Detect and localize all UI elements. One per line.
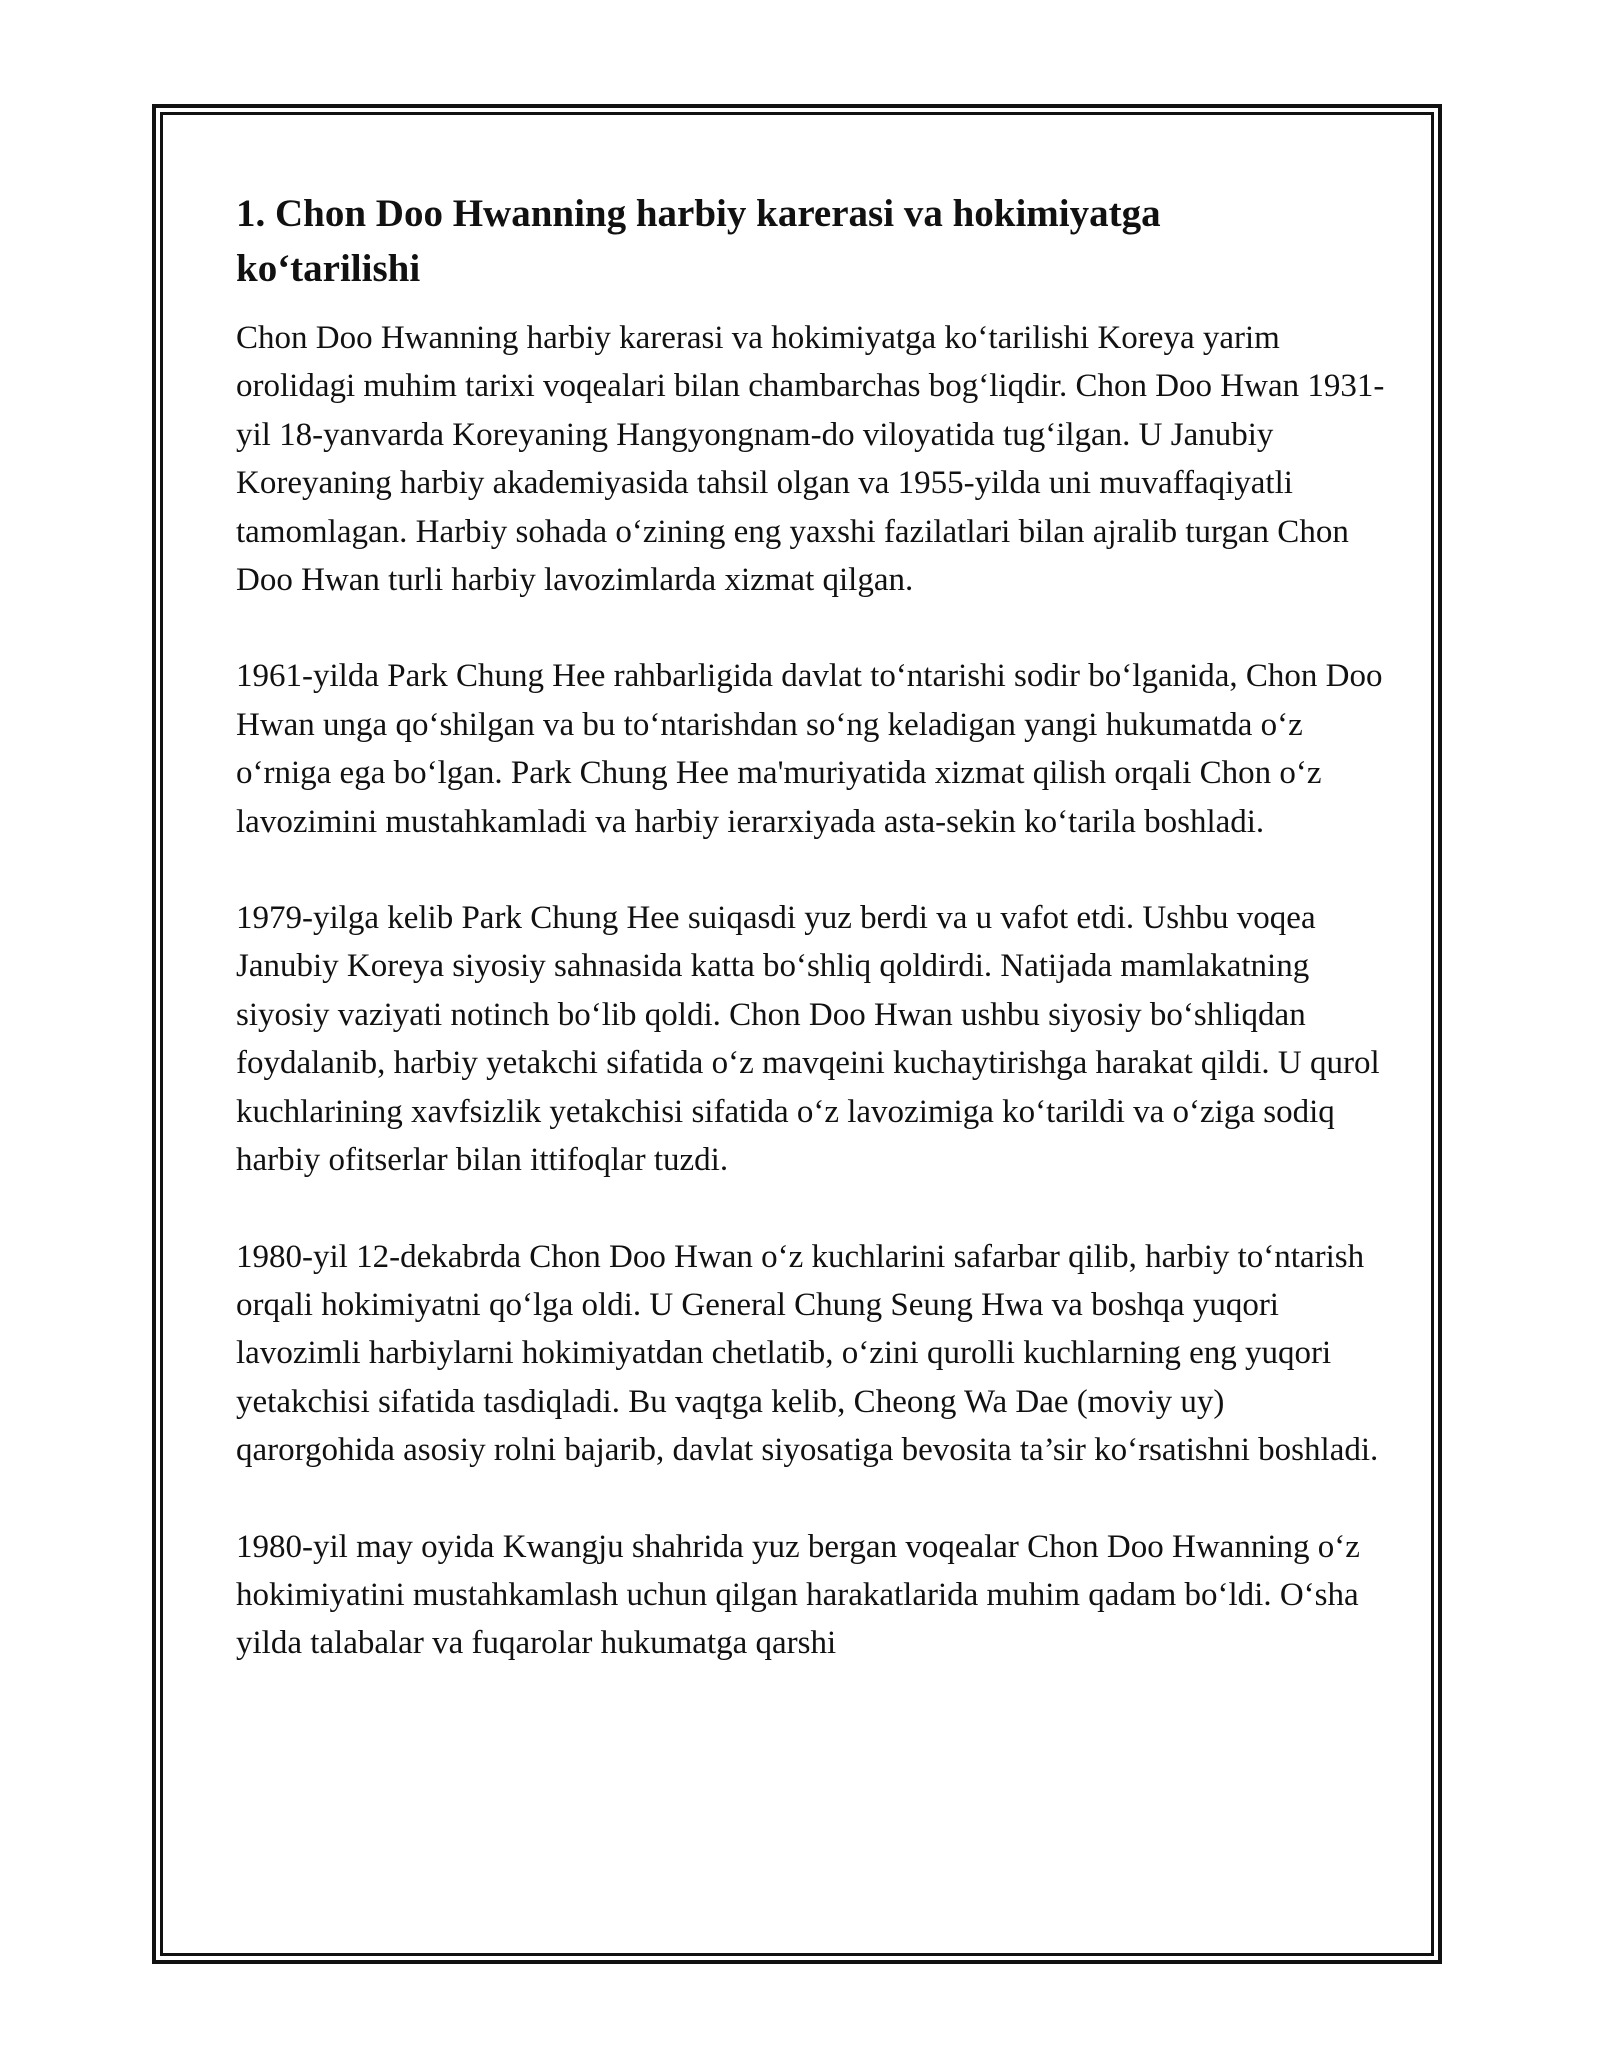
paragraph-5: 1980-yil may oyida Kwangju shahrida yuz bergan voqealar Chon Doo Hwanning o‘z hokimiyatini mustahkamlash uchun qilgan harakatlarida muhim qadam bo‘ldi. O‘sha yilda talabalar va fuqarolar hukumatga qarshi <box>236 1528 1360 1662</box>
document-body <box>236 186 1386 1716</box>
paragraph-2: 1961-yilda Park Chung Hee rahbarligida davlat to‘ntarishi sodir bo‘lganida, Chon Doo Hwan unga qo‘shilgan va bu to‘ntarishdan so‘ng keladigan yangi hukumatda o‘z o‘rniga ega bo‘lgan. Park Chung Hee ma'muriyatida xizmat qilish orqali Chon o‘z lavozimini mustahkamladi va harbiy ierarxiyada asta-sekin ko‘tarila boshladi. <box>236 658 1383 840</box>
paragraph-4: 1980-yil 12-dekabrda Chon Doo Hwan o‘z kuchlarini safarbar qilib, harbiy to‘ntarish orqali hokimiyatni qo‘lga oldi. U General Chung Seung Hwa va boshqa yuqori lavozimli harbiylarni hokimiyatdan chetlatib, o‘zini qurolli kuchlarning eng yuqori yetakchisi sifatida tasdiqladi. Bu vaqtga kelib, Cheong Wa Dae (moviy uy) qarorgohida asosiy rolni bajarib, davlat siyosatiga bevosita ta’sir ko‘rsatishni boshladi. <box>236 1238 1379 1469</box>
paragraph-3: 1979-yilga kelib Park Chung Hee suiqasdi yuz berdi va u vafot etdi. Ushbu voqea Janubiy Koreya siyosiy sahnasida katta bo‘shliq qoldirdi. Natijada mamlakatning siyosiy vaziyati notinch bo‘lib qoldi. Chon Doo Hwan ushbu siyosiy bo‘shliqdan foydalanib, harbiy yetakchi sifatida o‘z mavqeini kuchaytirishga harakat qildi. U qurol kuchlarining xavfsizlik yetakchisi sifatida o‘z lavozimiga ko‘tarildi va o‘ziga sodiq harbiy ofitserlar bilan ittifoqlar tuzdi. <box>236 900 1380 1179</box>
paragraph-1: Chon Doo Hwanning harbiy karerasi va hokimiyatga ko‘tarilishi Koreya yarim orolidagi muhim tarixi voqealari bilan chambarchas bog‘liqdir. Chon Doo Hwan 1931-yil 18-yanvarda Koreyaning Hangyongnam-do viloyatida tug‘ilgan. U Janubiy Koreyaning harbiy akademiyasida tahsil olgan va 1955-yilda uni muvaffaqiyatli tamomlagan. Harbiy sohada o‘zining eng yaxshi fazilatlari bilan ajralib turgan Chon Doo Hwan turli harbiy lavozimlarda xizmat qilgan. <box>236 320 1385 599</box>
section-heading: 1. Chon Doo Hwanning harbiy karerasi va hokimiyatga ko‘tarilishi <box>236 192 1161 290</box>
